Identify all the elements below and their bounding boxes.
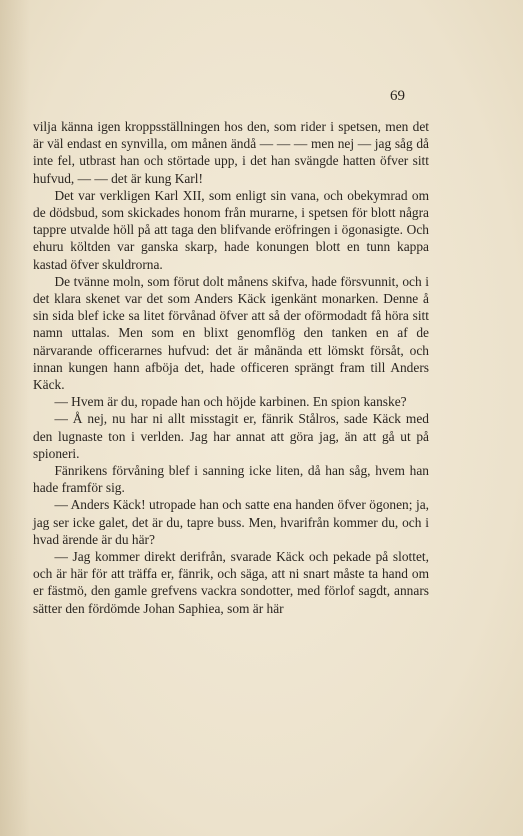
body-text [33,118,429,617]
paragraph: — Å nej, nu har ni allt misstagit er, fänrik Stålros, sade Käck med den lugnaste ton i verlden. Jag har annat att göra jag, än att gå ut på spioneri. [33,411,429,461]
paragraph: De tvänne moln, som förut dolt månens skifva, hade försvunnit, och i det klara skenet var det som Anders Käck igenkänt monarken. Denne å sin sida blef icke sa litet förvånad öfver att så der oförmodadt få höra sitt namn uttalas. Men som en blixt genomflög den tanken en af de närvarande officerarnes hufvud: det är månända ett lömskt försåt, och innan kungen hann afböja det, hade officeren sprängt fram till Anders Käck. [33,273,429,393]
paragraph: vilja känna igen kroppsställningen hos den, som rider i spetsen, men det är väl endast en synvilla, om månen ändå — — — men nej — jag såg då inte fel, utbrast han och störtade upp, i det han svängde hatten öfver sitt hufvud, — — det är kung Karl! [33,119,429,186]
paragraph: Det var verkligen Karl XII, som enligt sin vana, och obekymrad om de dödsbud, som skickades honom från murarne, i spetsen för blott några tappre utvalde höll på att taga den blifvande eröfringen i ögonasigte. Och ehuru költden var ganska skarp, hade konungen blott en tunn kappa kastad öfver skuldrorna. [33,187,429,272]
paragraph: Fänrikens förvåning blef i sanning icke liten, då han såg, hvem han hade framför sig. [33,463,429,496]
page-number: 69 [390,88,405,104]
paragraph: — Hvem är du, ropade han och höjde karbinen. En spion kanske? [54,394,407,410]
paragraph: — Jag kommer direkt derifrån, svarade Käck och pekade på slottet, och är här för att träffa er, fänrik, och säga, att ni snart måste ta hand om er fästmö, den gamle grefvens vackra sondotter, med förlof sagdt, annars sätter den fördömde Johan Saphiea, som är här [33,549,429,616]
paragraph: — Anders Käck! utropade han och satte ena handen öfver ögonen; ja, jag ser icke galet, det är du, tapre buss. Men, hvarifrån kommer du, och i hvad ärende är du här? [33,497,429,547]
page-edge-shading [0,0,30,836]
